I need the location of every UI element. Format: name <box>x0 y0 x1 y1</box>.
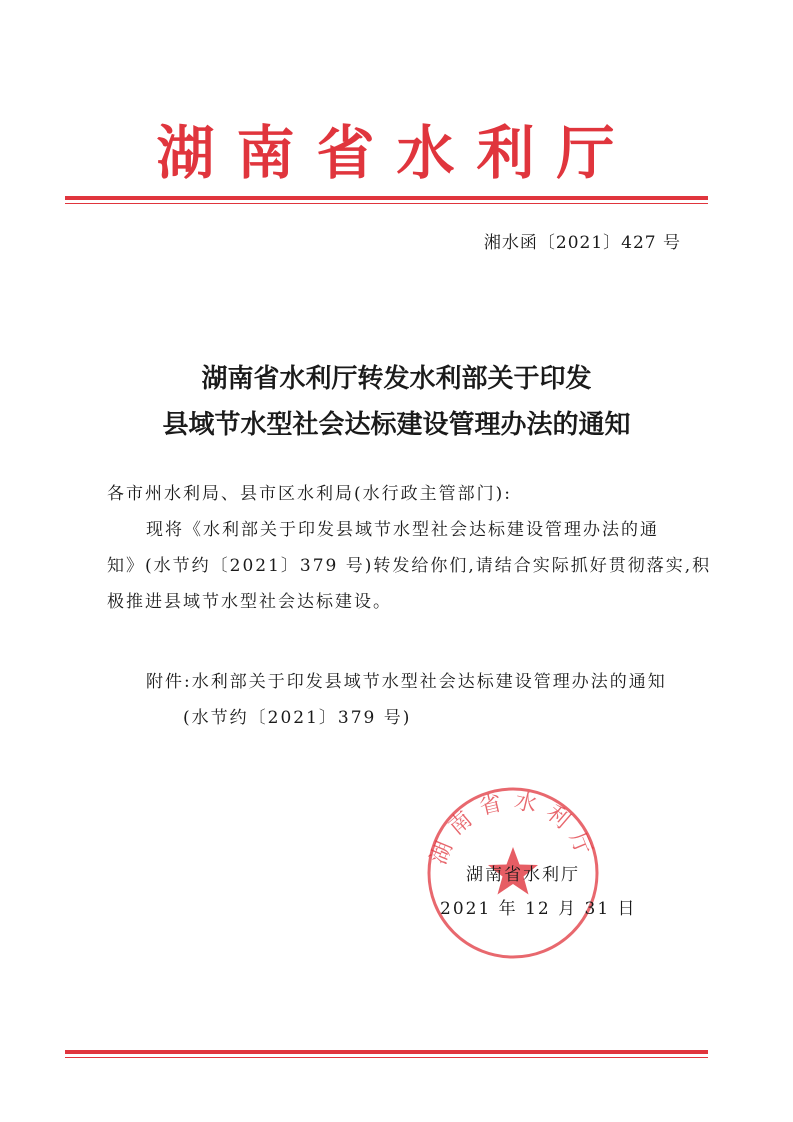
document-title-line-1: 湖南省水利厅转发水利部关于印发 <box>201 364 592 394</box>
body-paragraph-line-1: 现将《水利部关于印发县域节水型社会达标建设管理办法的通 <box>146 520 659 540</box>
signer-name: 湖南省水利厅 <box>466 865 580 885</box>
document-title-line-2: 县域节水型社会达标建设管理办法的通知 <box>162 410 631 440</box>
footer-divider <box>65 1050 708 1058</box>
addressee: 各市州水利局、县市区水利局(水行政主管部门): <box>107 484 512 504</box>
attachment-line-1: 附件:水利部关于印发县域节水型社会达标建设管理办法的通知 <box>146 672 667 692</box>
body-paragraph-line-2: 知》(水节约〔2021〕379 号)转发给你们,请结合实际抓好贯彻落实,积 <box>107 556 712 576</box>
header-divider <box>65 196 708 204</box>
agency-header-title: 湖南省水利厅 <box>156 119 637 187</box>
attachment-line-2: (水节约〔2021〕379 号) <box>183 708 412 728</box>
document-number: 湘水函〔2021〕427 号 <box>483 233 681 253</box>
signature-date: 2021 年 12 月 31 日 <box>440 899 637 919</box>
seal-text: 湖南省水利厅 <box>426 788 600 869</box>
body-paragraph-line-3: 极推进县域节水型社会达标建设。 <box>107 592 392 612</box>
